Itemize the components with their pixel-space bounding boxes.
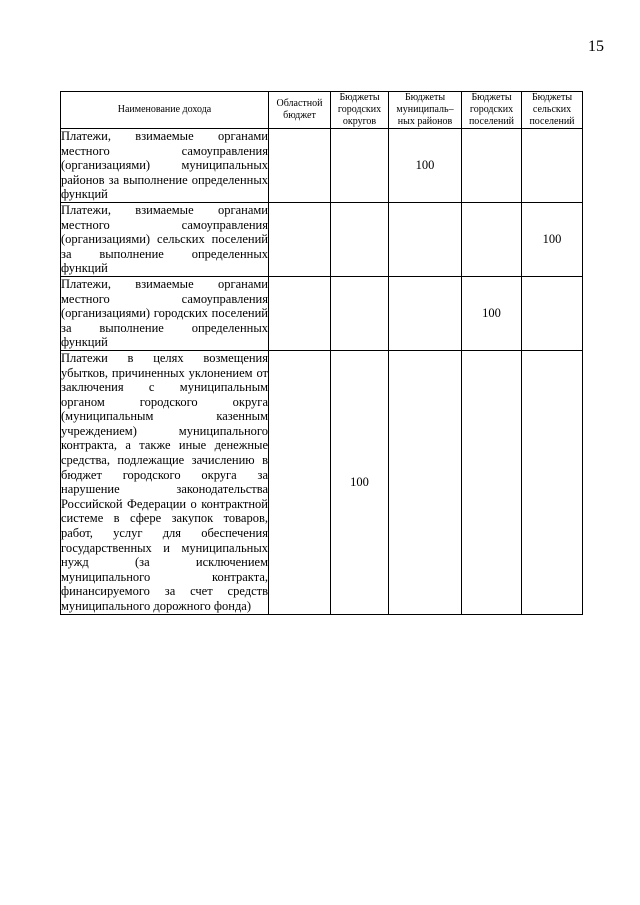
municipal-districts-cell <box>389 350 462 614</box>
municipal-districts-cell <box>389 202 462 276</box>
income-name-cell: Платежи, взимаемые органами местного самоуправления (организациями) городских поселений за выполнение определенных функций <box>61 276 268 350</box>
header-income-name: Наименование дохода <box>61 92 269 129</box>
urban-districts-cell <box>331 129 389 203</box>
urban-districts-cell: 100 <box>331 350 389 614</box>
header-rural-settlements-budget: Бюджеты сельских поселений <box>522 92 583 129</box>
urban-districts-cell <box>331 276 389 350</box>
table-header-row <box>61 92 583 129</box>
income-name-cell: Платежи, взимаемые органами местного самоуправления (организациями) муниципальных районов за выполнение определенных функций <box>61 129 268 202</box>
rural-settlements-cell <box>522 276 583 350</box>
table-row <box>61 202 583 276</box>
table-row <box>61 129 583 203</box>
income-name-cell: Платежи, взимаемые органами местного самоуправления (организациями) сельских поселений за выполнение определенных функций <box>61 202 268 276</box>
header-urban-settlements-budget: Бюджеты городских поселений <box>462 92 522 129</box>
revenue-distribution-table <box>60 91 583 615</box>
urban-settlements-cell: 100 <box>462 276 522 350</box>
urban-districts-cell <box>331 202 389 276</box>
urban-settlements-cell <box>462 129 522 203</box>
rural-settlements-cell <box>522 350 583 614</box>
urban-settlements-cell <box>462 350 522 614</box>
table-row <box>61 276 583 350</box>
income-name-cell: Платежи в целях возмещения убытков, причиненных уклонением от заключения с муниципальным органом городского округа (муниципальным казенным учреждением) муниципального контракта, а также иные денежные средства, подлежащие зачислению в бюджет городского округа за нарушение законодательства Российской Федерации о контрактной системе в сфере закупок товаров, работ, услуг для обеспечения государственных и муниципальных нужд (за исключением муниципального контракта, финансируемого за счет средств муниципального дорожного фонда) <box>61 350 268 613</box>
municipal-districts-cell: 100 <box>389 129 462 203</box>
header-regional-budget: Областной бюджет <box>269 92 331 129</box>
page-number: 15 <box>588 38 604 55</box>
header-municipal-districts-budget: Бюджеты муниципаль–ных районов <box>389 92 462 129</box>
regional-cell <box>269 350 331 614</box>
table-row <box>61 350 583 614</box>
rural-settlements-cell <box>522 129 583 203</box>
rural-settlements-cell: 100 <box>522 202 583 276</box>
header-urban-districts-budget: Бюджеты городских округов <box>331 92 389 129</box>
regional-cell <box>269 202 331 276</box>
regional-cell <box>269 276 331 350</box>
municipal-districts-cell <box>389 276 462 350</box>
urban-settlements-cell <box>462 202 522 276</box>
regional-cell <box>269 129 331 203</box>
